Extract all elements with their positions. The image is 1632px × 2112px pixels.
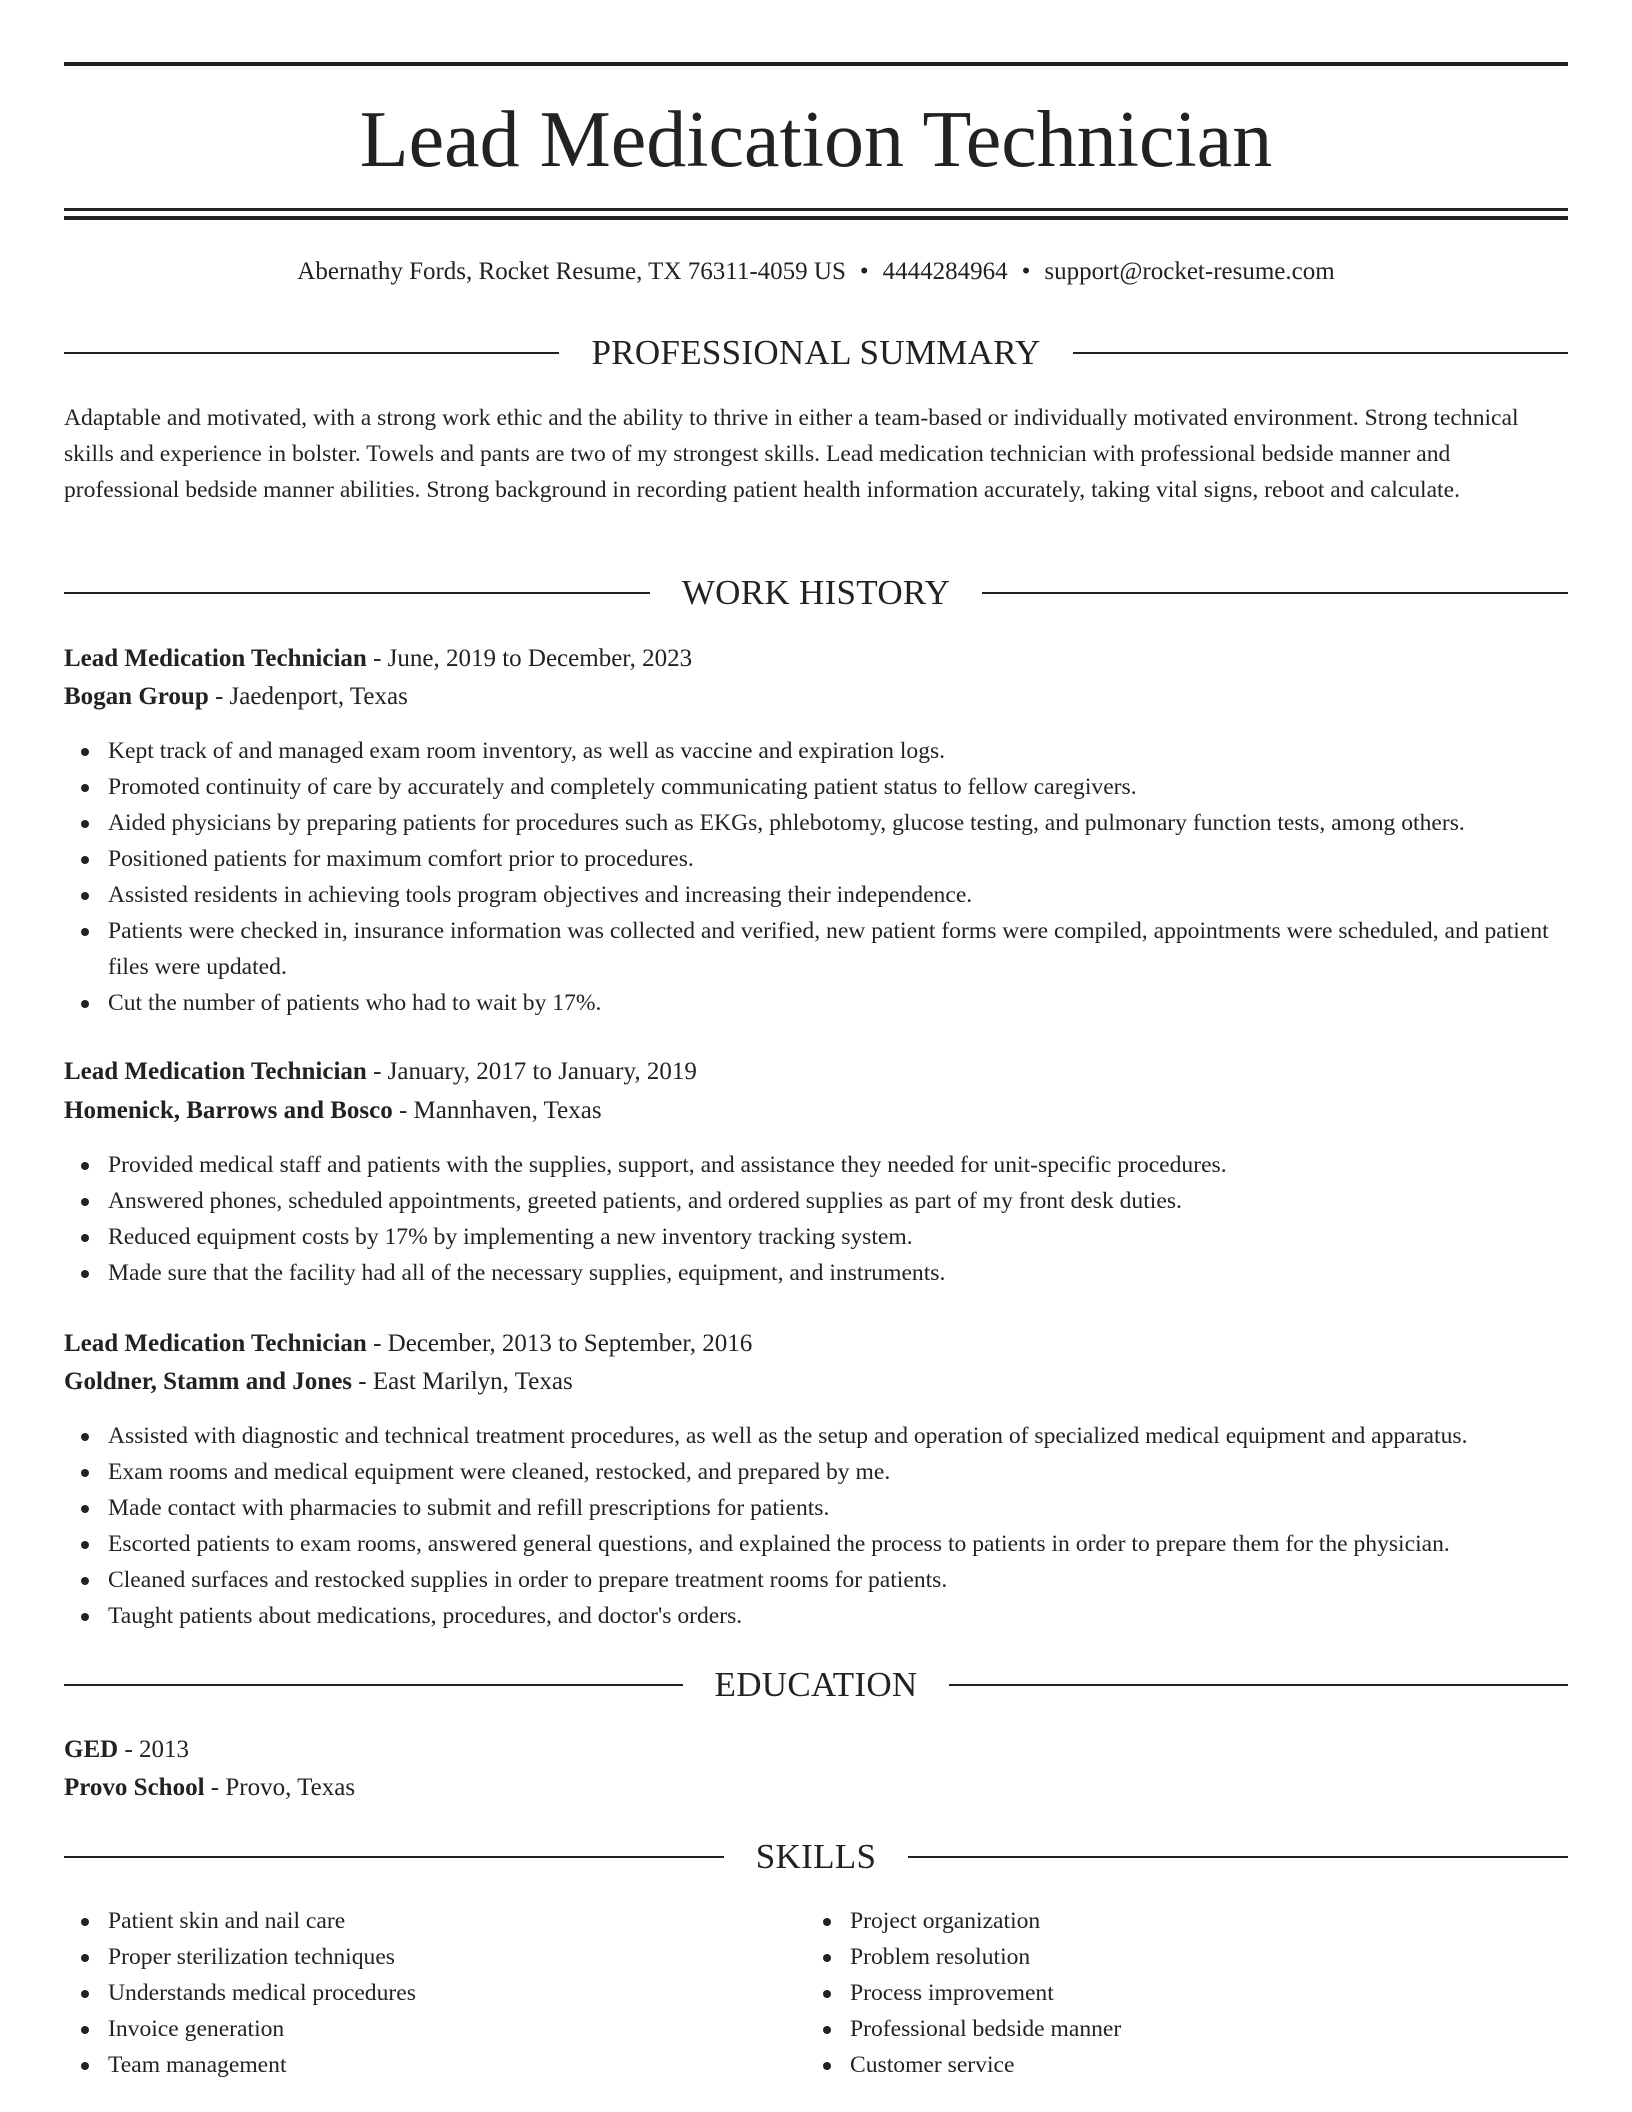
divider-line: [64, 1856, 724, 1858]
list-item: Escorted patients to exam rooms, answered general questions, and explained the process to patients in order to prepare them for the physician.: [108, 1526, 1568, 1562]
skill-item: Understands medical procedures: [108, 1975, 806, 2011]
divider-line: [949, 1684, 1568, 1686]
contact-email: support@rocket-resume.com: [1044, 258, 1335, 285]
job-title: Lead Medication Technician: [64, 1330, 367, 1357]
divider-line: [1073, 352, 1568, 354]
section-title: WORK HISTORY: [681, 573, 951, 612]
skills-columns: [64, 1903, 1568, 2083]
section-title: EDUCATION: [714, 1665, 918, 1704]
company-location: - Mannhaven, Texas: [392, 1097, 602, 1124]
list-item: Reduced equipment costs by 17% by implementing a new inventory tracking system.: [108, 1219, 1568, 1255]
divider-line: [982, 592, 1568, 594]
contact-phone: 4444284964: [882, 258, 1008, 285]
skill-item: Proper sterilization techniques: [108, 1939, 806, 1975]
divider-line: [908, 1856, 1568, 1858]
section-heading-summary: [64, 331, 1568, 375]
education-degree-line: [64, 1732, 189, 1768]
header-double-rule: [64, 208, 1568, 220]
skill-item: Professional bedside manner: [850, 2011, 1548, 2047]
degree-year: - 2013: [118, 1736, 190, 1763]
job-title-line: [64, 1054, 697, 1090]
list-item: Made sure that the facility had all of the necessary supplies, equipment, and instruments.: [108, 1255, 1568, 1291]
list-item: Promoted continuity of care by accurately and completely communicating patient status to fellow caregivers.: [108, 769, 1568, 805]
job-title-line: [64, 1326, 752, 1362]
skill-item: Project organization: [850, 1903, 1548, 1939]
job-dates: - January, 2017 to January, 2019: [366, 1058, 697, 1085]
job-title-line: [64, 641, 692, 677]
job-company-line: [64, 679, 408, 715]
job-duties-list: [64, 733, 1568, 1021]
candidate-name: Lead Medication Technician: [359, 96, 1273, 184]
header-top-rule: [64, 62, 1568, 66]
job-dates: - June, 2019 to December, 2023: [366, 645, 693, 672]
list-item: Answered phones, scheduled appointments, greeted patients, and ordered supplies as part of my front desk duties.: [108, 1183, 1568, 1219]
list-item: Aided physicians by preparing patients for procedures such as EKGs, phlebotomy, glucose testing, and pulmonary function tests, among others.: [108, 805, 1568, 841]
list-item: Assisted with diagnostic and technical treatment procedures, as well as the setup and operation of specialized medical equipment and apparatus.: [108, 1418, 1568, 1454]
list-item: Taught patients about medications, procedures, and doctor's orders.: [108, 1598, 1568, 1634]
list-item: Cleaned surfaces and restocked supplies in order to prepare treatment rooms for patients.: [108, 1562, 1568, 1598]
skill-item: Process improvement: [850, 1975, 1548, 2011]
job-company-line: [64, 1093, 602, 1129]
job-duties-list: [64, 1147, 1568, 1291]
contact-separator: •: [1021, 258, 1031, 285]
list-item: Made contact with pharmacies to submit and refill prescriptions for patients.: [108, 1490, 1568, 1526]
skill-item: Invoice generation: [108, 2011, 806, 2047]
list-item: Exam rooms and medical equipment were cleaned, restocked, and prepared by me.: [108, 1454, 1568, 1490]
job-duties-list: [64, 1418, 1568, 1634]
job-company-line: [64, 1364, 573, 1400]
skill-item: Patient skin and nail care: [108, 1903, 806, 1939]
list-item: Kept track of and managed exam room inventory, as well as vaccine and expiration logs.: [108, 733, 1568, 769]
divider-line: [64, 592, 650, 594]
company-name: Bogan Group: [64, 683, 209, 710]
skills-list-right: [806, 1903, 1548, 2083]
section-title: PROFESSIONAL SUMMARY: [591, 333, 1041, 372]
school-name: Provo School: [64, 1774, 205, 1801]
skill-item: Team management: [108, 2047, 806, 2083]
section-heading-skills: [64, 1835, 1568, 1879]
list-item: Patients were checked in, insurance information was collected and verified, new patient forms were compiled, appointments were scheduled, and patient files were updated.: [108, 913, 1568, 985]
section-title: SKILLS: [755, 1837, 877, 1876]
list-item: Positioned patients for maximum comfort prior to procedures.: [108, 841, 1568, 877]
skills-list-left: [64, 1903, 806, 2083]
contact-address: Abernathy Fords, Rocket Resume, TX 76311-4059 US: [297, 258, 846, 285]
job-dates: - December, 2013 to September, 2016: [366, 1330, 753, 1357]
section-heading-education: [64, 1663, 1568, 1707]
divider-line: [64, 352, 559, 354]
list-item: Provided medical staff and patients with the supplies, support, and assistance they needed for unit-specific procedures.: [108, 1147, 1568, 1183]
section-heading-work-history: [64, 571, 1568, 615]
company-name: Goldner, Stamm and Jones: [64, 1368, 353, 1395]
skill-item: Customer service: [850, 2047, 1548, 2083]
job-title: Lead Medication Technician: [64, 645, 367, 672]
job-title: Lead Medication Technician: [64, 1058, 367, 1085]
list-item: Cut the number of patients who had to wait by 17%.: [108, 985, 1568, 1021]
divider-line: [64, 1684, 683, 1686]
company-location: - Jaedenport, Texas: [208, 683, 408, 710]
skill-item: Problem resolution: [850, 1939, 1548, 1975]
contact-separator: •: [859, 258, 869, 285]
education-school-line: [64, 1770, 355, 1806]
summary-text: Adaptable and motivated, with a strong work ethic and the ability to thrive in either a team-based or individually motivated environment. Strong technical skills and experience in bolster. Towels and pants are two of my strongest skills. Lead medication technician with professional bedside manner and professional bedside manner abilities. Strong background in recording patient health information accurately, taking vital signs, reboot and calculate.: [64, 405, 1519, 503]
company-location: - East Marilyn, Texas: [352, 1368, 573, 1395]
contact-line: [64, 254, 1568, 290]
company-name: Homenick, Barrows and Bosco: [64, 1097, 393, 1124]
degree-name: GED: [64, 1736, 119, 1763]
school-location: - Provo, Texas: [204, 1774, 356, 1801]
list-item: Assisted residents in achieving tools program objectives and increasing their independence.: [108, 877, 1568, 913]
